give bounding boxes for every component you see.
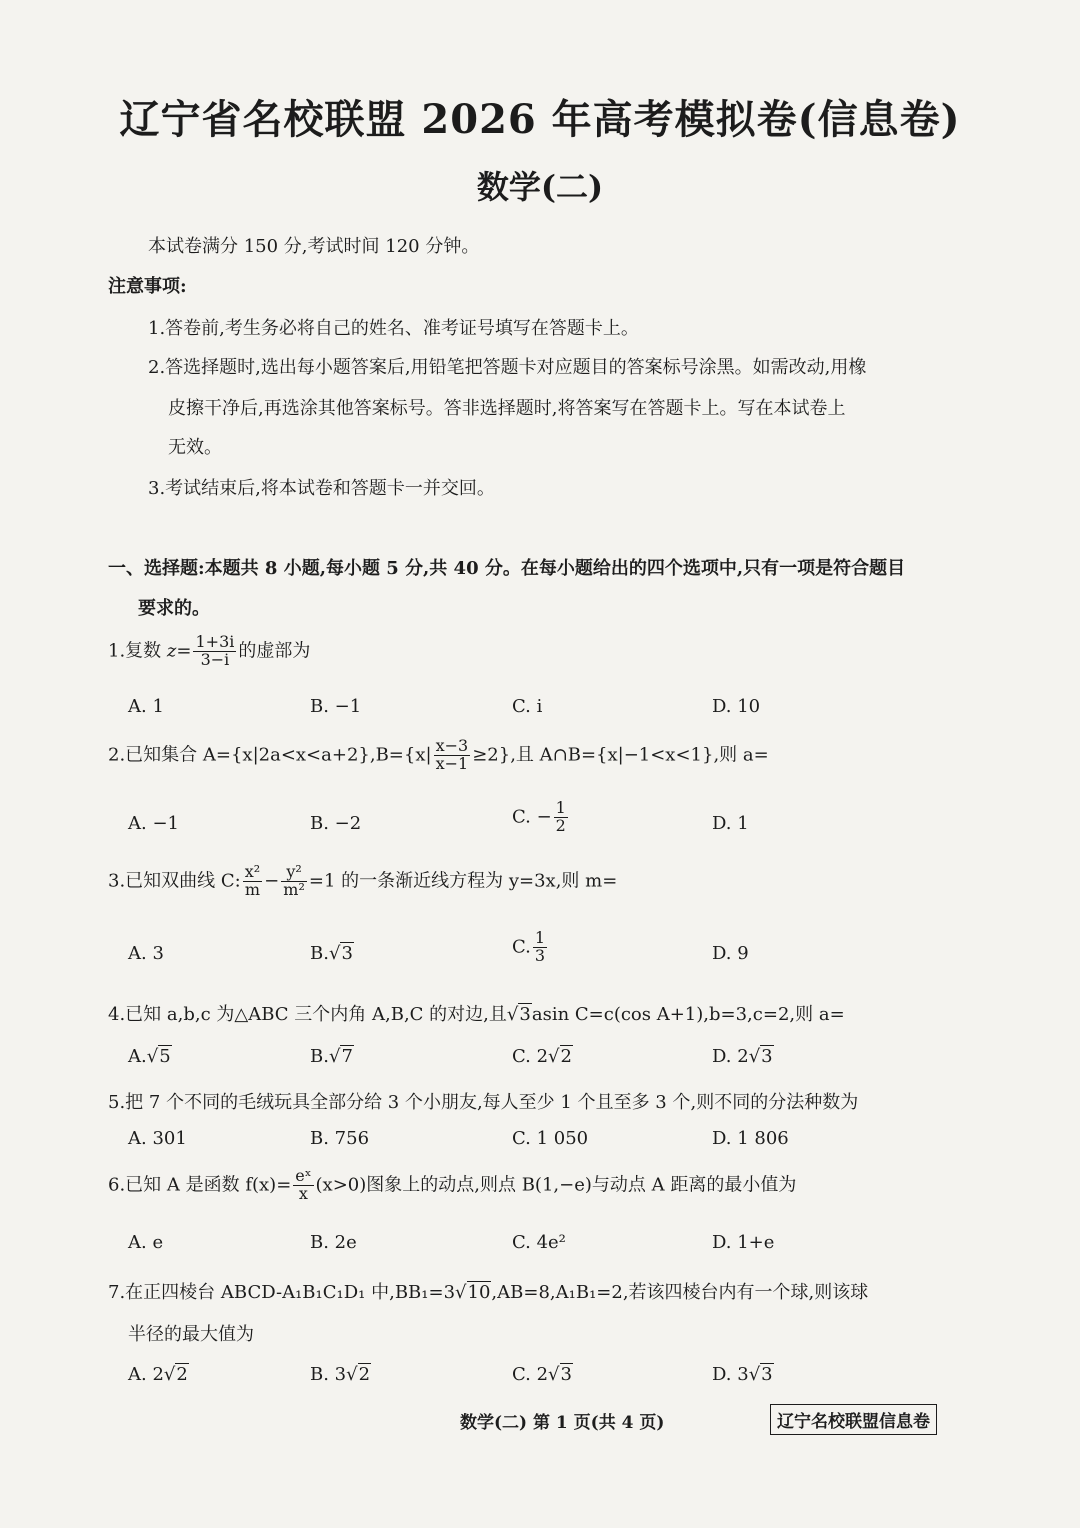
notice-item: 无效。 bbox=[168, 437, 222, 458]
option-b: B. 2e bbox=[310, 1232, 357, 1253]
section-heading: 一、选择题:本题共 8 小题,每小题 5 分,共 40 分。在每小题给出的四个选项中,只有一项是符合题目 bbox=[108, 558, 906, 579]
option-d: D. 10 bbox=[712, 696, 761, 717]
publisher-stamp: 辽宁名校联盟信息卷 bbox=[770, 1404, 937, 1435]
option-c: C. 1 050 bbox=[512, 1128, 589, 1149]
question-7: 7.在正四棱台 ABCD-A₁B₁C₁D₁ 中,BB₁=3√10,AB=8,A₁B₁=2,若该四棱台内有一个球,则该球 bbox=[108, 1282, 869, 1303]
notice-item: 2.答选择题时,选出每小题答案后,用铅笔把答题卡对应题目的答案标号涂黑。如需改动,用橡 bbox=[148, 357, 867, 378]
option-c: C. 2√3 bbox=[512, 1364, 572, 1385]
option-b: B. 3√2 bbox=[310, 1364, 371, 1385]
option-d: D. 1 806 bbox=[712, 1128, 789, 1149]
option-a: A.√5 bbox=[128, 1046, 171, 1067]
option-d: D. 9 bbox=[712, 943, 749, 964]
option-b: B. −1 bbox=[310, 696, 362, 717]
fraction: $\frac{\text{eˣ}}{x}$ bbox=[295, 1166, 312, 1203]
notice-item: 皮擦干净后,再选涂其他答案标号。答非选择题时,将答案写在答题卡上。写在本试卷上 bbox=[168, 398, 846, 419]
option-b: B. −2 bbox=[310, 813, 362, 834]
question-3: 3.已知双曲线 C: $\frac{\text{x²}}{m}$ − $\frac{\text{y²}}{\text{m²}}$ =1 的一条渐近线方程为 y=3x,则 m= bbox=[108, 862, 618, 899]
fraction: $\frac{x-3}{x-1}$ bbox=[435, 736, 469, 773]
option-c: C. $\frac{1}{3}$ bbox=[512, 928, 546, 965]
option-d: D. 3√3 bbox=[712, 1364, 773, 1385]
notice-heading: 注意事项: bbox=[108, 276, 187, 297]
option-a: A. 3 bbox=[128, 943, 164, 964]
option-c: C. − $\frac{1}{2}$ bbox=[512, 798, 566, 835]
option-a: A. 1 bbox=[128, 696, 164, 717]
exam-intro: 本试卷满分 150 分,考试时间 120 分钟。 bbox=[148, 236, 480, 257]
question-4: 4.已知 a,b,c 为△ABC 三个内角 A,B,C 的对边,且√3asin C=c(cos A+1),b=3,c=2,则 a= bbox=[108, 1004, 845, 1025]
question-7-cont: 半径的最大值为 bbox=[128, 1324, 254, 1345]
option-d: D. 1+e bbox=[712, 1232, 775, 1253]
option-a: A. 2√2 bbox=[128, 1364, 188, 1385]
option-b: B.√7 bbox=[310, 1046, 353, 1067]
option-a: A. e bbox=[128, 1232, 164, 1253]
option-b: B.√3 bbox=[310, 943, 353, 964]
question-5: 5.把 7 个不同的毛绒玩具全部分给 3 个小朋友,每人至少 1 个且至多 3 个,则不同的分法种数为 bbox=[108, 1092, 859, 1113]
exam-title: 辽宁省名校联盟 2026 年高考模拟卷(信息卷) bbox=[119, 96, 961, 143]
notice-item: 1.答卷前,考生务必将自己的姓名、准考证号填写在答题卡上。 bbox=[148, 318, 639, 339]
fraction: $\frac{1}{3}$ bbox=[534, 928, 546, 965]
notice-item: 3.考试结束后,将本试卷和答题卡一并交回。 bbox=[148, 478, 495, 499]
option-a: A. −1 bbox=[128, 813, 179, 834]
exam-subtitle: 数学(二) bbox=[476, 168, 604, 206]
fraction: $\frac{\text{x²}}{m}$ bbox=[244, 862, 261, 899]
question-6: 6.已知 A 是函数 f(x)= $\frac{\text{eˣ}}{x}$ (x>0)图象上的动点,则点 B(1,−e)与动点 A 距离的最小值为 bbox=[108, 1166, 797, 1203]
option-d: D. 2√3 bbox=[712, 1046, 773, 1067]
option-c: C. i bbox=[512, 696, 543, 717]
fraction: $\frac{1}{2}$ bbox=[555, 798, 566, 835]
option-c: C. 2√2 bbox=[512, 1046, 572, 1067]
option-d: D. 1 bbox=[712, 813, 749, 834]
section-heading-cont: 要求的。 bbox=[138, 598, 210, 619]
question-1: 1.复数 z= $\frac{1+3i}{3-i}$ 的虚部为 bbox=[108, 632, 311, 669]
question-2: 2.已知集合 A={x|2a<x<a+2},B={x| $\frac{x-3}{x-1}$ ≥2},且 A∩B={x|−1<x<1},则 a= bbox=[108, 736, 769, 773]
option-c: C. 4e² bbox=[512, 1232, 566, 1253]
option-b: B. 756 bbox=[310, 1128, 370, 1149]
option-a: A. 301 bbox=[128, 1128, 187, 1149]
fraction: $\frac{\text{y²}}{\text{m²}}$ bbox=[283, 862, 305, 899]
page-footer: 数学(二) 第 1 页(共 4 页) bbox=[460, 1413, 665, 1433]
fraction: $\frac{1+3i}{3-i}$ bbox=[195, 632, 235, 669]
